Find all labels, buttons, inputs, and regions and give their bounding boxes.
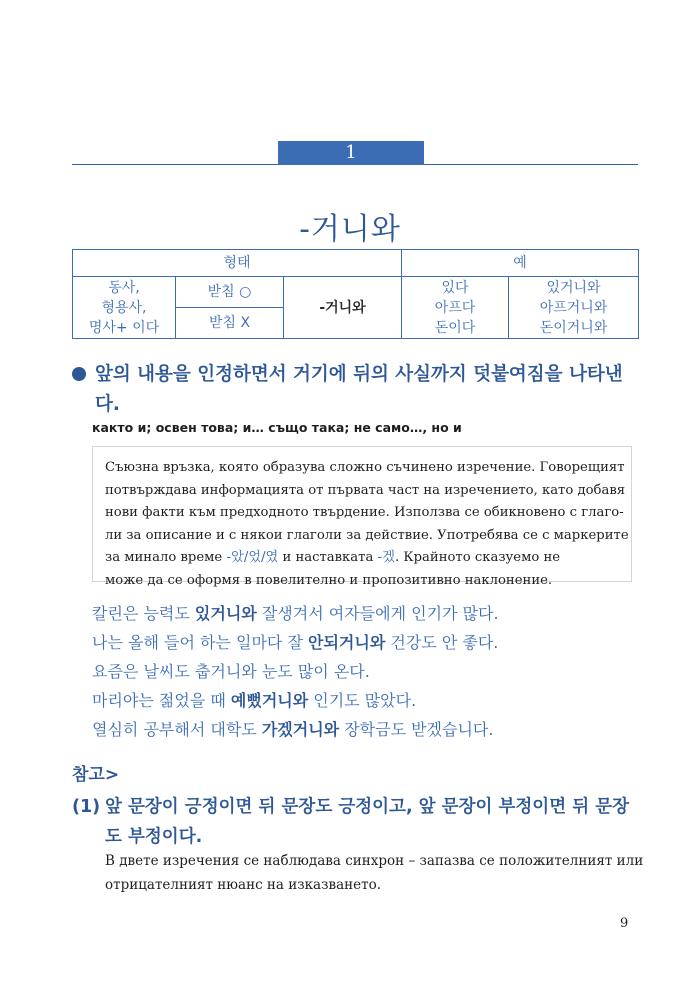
page-title: -거니와: [299, 212, 401, 247]
example-form-item: 있거니와: [546, 279, 601, 296]
note-item-1: [72, 792, 642, 852]
explanation-box: [92, 446, 632, 588]
table-cell-pos: [73, 277, 176, 339]
chapter-number: 1: [345, 142, 357, 163]
example-highlight: 있거니와: [194, 604, 257, 623]
example-sentences: [92, 599, 652, 744]
example-text: 건강도 안 좋다.: [385, 633, 499, 652]
bulgarian-gloss: както и; освен това; и… също така; не само…, но и: [92, 420, 462, 435]
table-header-form: 형태: [73, 250, 402, 277]
bullet-dot-icon: [72, 367, 86, 381]
example-base-item: 있다: [441, 279, 469, 296]
explanation-line: [105, 547, 621, 570]
explanation-text: . Крайното сказуемо не: [395, 550, 561, 565]
example-form-item: 돈이거니와: [539, 319, 608, 336]
example-base-item: 돈이다: [434, 319, 476, 336]
note-gloss-line: отрицателният нюанс на изказването.: [105, 877, 381, 893]
example-sentence: [92, 599, 652, 628]
example-form-item: 아프거니와: [539, 299, 608, 316]
grammar-rule: [72, 360, 642, 420]
grammar-rule-text: 앞의 내용을 인정하면서 거기에 뒤의 사실까지 덧붙여짐을 나타낸다.: [95, 364, 623, 415]
example-text: 칼린은 능력도: [92, 604, 195, 623]
pos-line: 동사,: [108, 279, 140, 296]
example-text: 인기도 많았다.: [308, 691, 417, 710]
explanation-text: за минало време: [105, 550, 227, 565]
example-highlight: 예뻤거니와: [230, 691, 309, 710]
example-text: 마리야는 젊었을 때: [92, 691, 231, 710]
future-suffix: -겠: [377, 550, 396, 565]
explanation-line: ли за описание и с някои глаголи за действие. Употребява се с маркерите: [105, 527, 629, 543]
example-text: 나는 올해 들어 하는 일마다 잘: [92, 633, 308, 652]
explanation-text: и наставката: [278, 550, 378, 565]
pos-line: 형용사,: [101, 299, 147, 316]
note-item-1-gloss: [105, 849, 645, 897]
table-cell-example-base: [402, 277, 509, 339]
table-cell-example-form: [509, 277, 639, 339]
table-cell-ending: -거니와: [284, 277, 402, 339]
pos-line: 명사+ 이다: [88, 319, 160, 336]
table-cell-batchim-no: 받침 X: [176, 308, 284, 339]
past-tense-markers: -았/었/였: [226, 550, 279, 565]
note-item-text: 앞 문장이 긍정이면 뒤 문장도 긍정이고, 앞 문장이 부정이면 뒤 문장도 부정이다.: [105, 797, 630, 847]
example-text: 장학금도 받겠습니다.: [339, 720, 494, 739]
explanation-line: нови факти към предходното твърдение. Използва се обикновено с глаго-: [105, 505, 624, 520]
explanation-line: Съюзна връзка, която образува сложно съчинено изречение. Говорещият: [105, 460, 625, 475]
explanation-line: потвърждава информацията от първата част на изречението, като добавя: [105, 482, 626, 498]
note-heading: 참고>: [72, 765, 120, 785]
note-gloss-line: В двете изречения се наблюдава синхрон – запазва се положителният или: [105, 853, 644, 869]
table-header-example: 예: [402, 250, 639, 277]
example-base-item: 아프다: [434, 299, 476, 316]
example-sentence: [92, 715, 652, 744]
example-sentence: [92, 657, 652, 686]
example-sentence: [92, 686, 652, 715]
chapter-number-box: [278, 141, 424, 165]
example-sentence: [92, 628, 652, 657]
form-table: [72, 249, 639, 339]
explanation-line: може да се оформя в повелително и пропозитивно наклонение.: [105, 572, 553, 588]
example-text: 요즘은 날씨도 춥거니와 눈도 많이 온다.: [92, 662, 370, 681]
table-cell-batchim-yes: 받침 ○: [176, 277, 284, 308]
page-number: 9: [620, 916, 629, 931]
example-text: 잘생겨서 여자들에게 인기가 많다.: [256, 604, 499, 623]
example-text: 열심히 공부해서 대학도: [92, 720, 262, 739]
example-highlight: 가겠거니와: [261, 720, 340, 739]
example-highlight: 안되거니와: [308, 633, 386, 652]
note-item-number: (1): [72, 797, 101, 817]
